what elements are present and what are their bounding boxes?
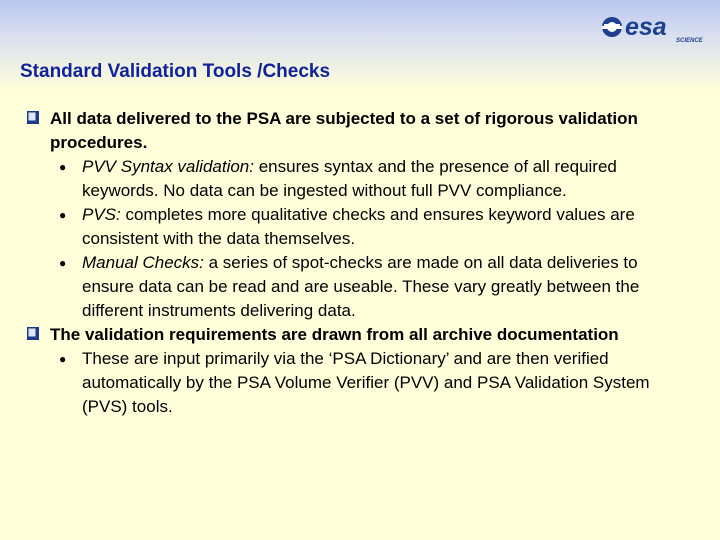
logo-subtext: SCIENCE <box>676 38 703 44</box>
bullet-text: The validation requirements are drawn from all archive documentation <box>50 325 619 344</box>
sub-bullet-term: PVS: <box>82 205 121 224</box>
sub-bullet-item <box>0 347 682 419</box>
checkbox-square-icon <box>27 111 40 125</box>
sub-bullet-term: PVV Syntax validation: <box>82 157 254 176</box>
small-dot-bullet-icon: ● <box>59 160 67 174</box>
sub-bullet-item <box>0 203 682 251</box>
bullet-item <box>0 107 660 155</box>
small-dot-bullet-icon: ● <box>59 352 67 366</box>
sub-bullet-term: Manual Checks: <box>82 253 204 272</box>
sub-bullet-text: These are input primarily via the ‘PSA Dictionary’ and are then verified automatically by the PSA Volume Verifier (PVV) and PSA Validation System (PVS) tools. <box>82 349 650 416</box>
sub-bullet-text: a series of spot-checks are made on all data deliveries to ensure data can be read and are useable. These vary greatly between the different instruments delivering data. <box>82 253 640 320</box>
small-dot-bullet-icon: ● <box>59 208 67 222</box>
sub-bullet-item <box>0 251 682 323</box>
sub-bullet-item <box>0 155 682 203</box>
bullet-text: All data delivered to the PSA are subjected to a set of rigorous validation procedures. <box>50 109 638 152</box>
sub-bullet-text: ensures syntax and the presence of all required keywords. No data can be ingested without full PVV compliance. <box>82 157 617 200</box>
checkbox-square-icon <box>27 327 40 341</box>
sub-bullet-text: completes more qualitative checks and ensures keyword values are consistent with the data themselves. <box>82 205 635 248</box>
logo-text: esa <box>625 13 667 41</box>
small-dot-bullet-icon: ● <box>59 256 67 270</box>
slide-title: Standard Validation Tools /Checks <box>20 61 331 82</box>
bullet-item <box>0 323 660 347</box>
esa-logo <box>598 6 716 48</box>
slide-body <box>0 107 720 419</box>
